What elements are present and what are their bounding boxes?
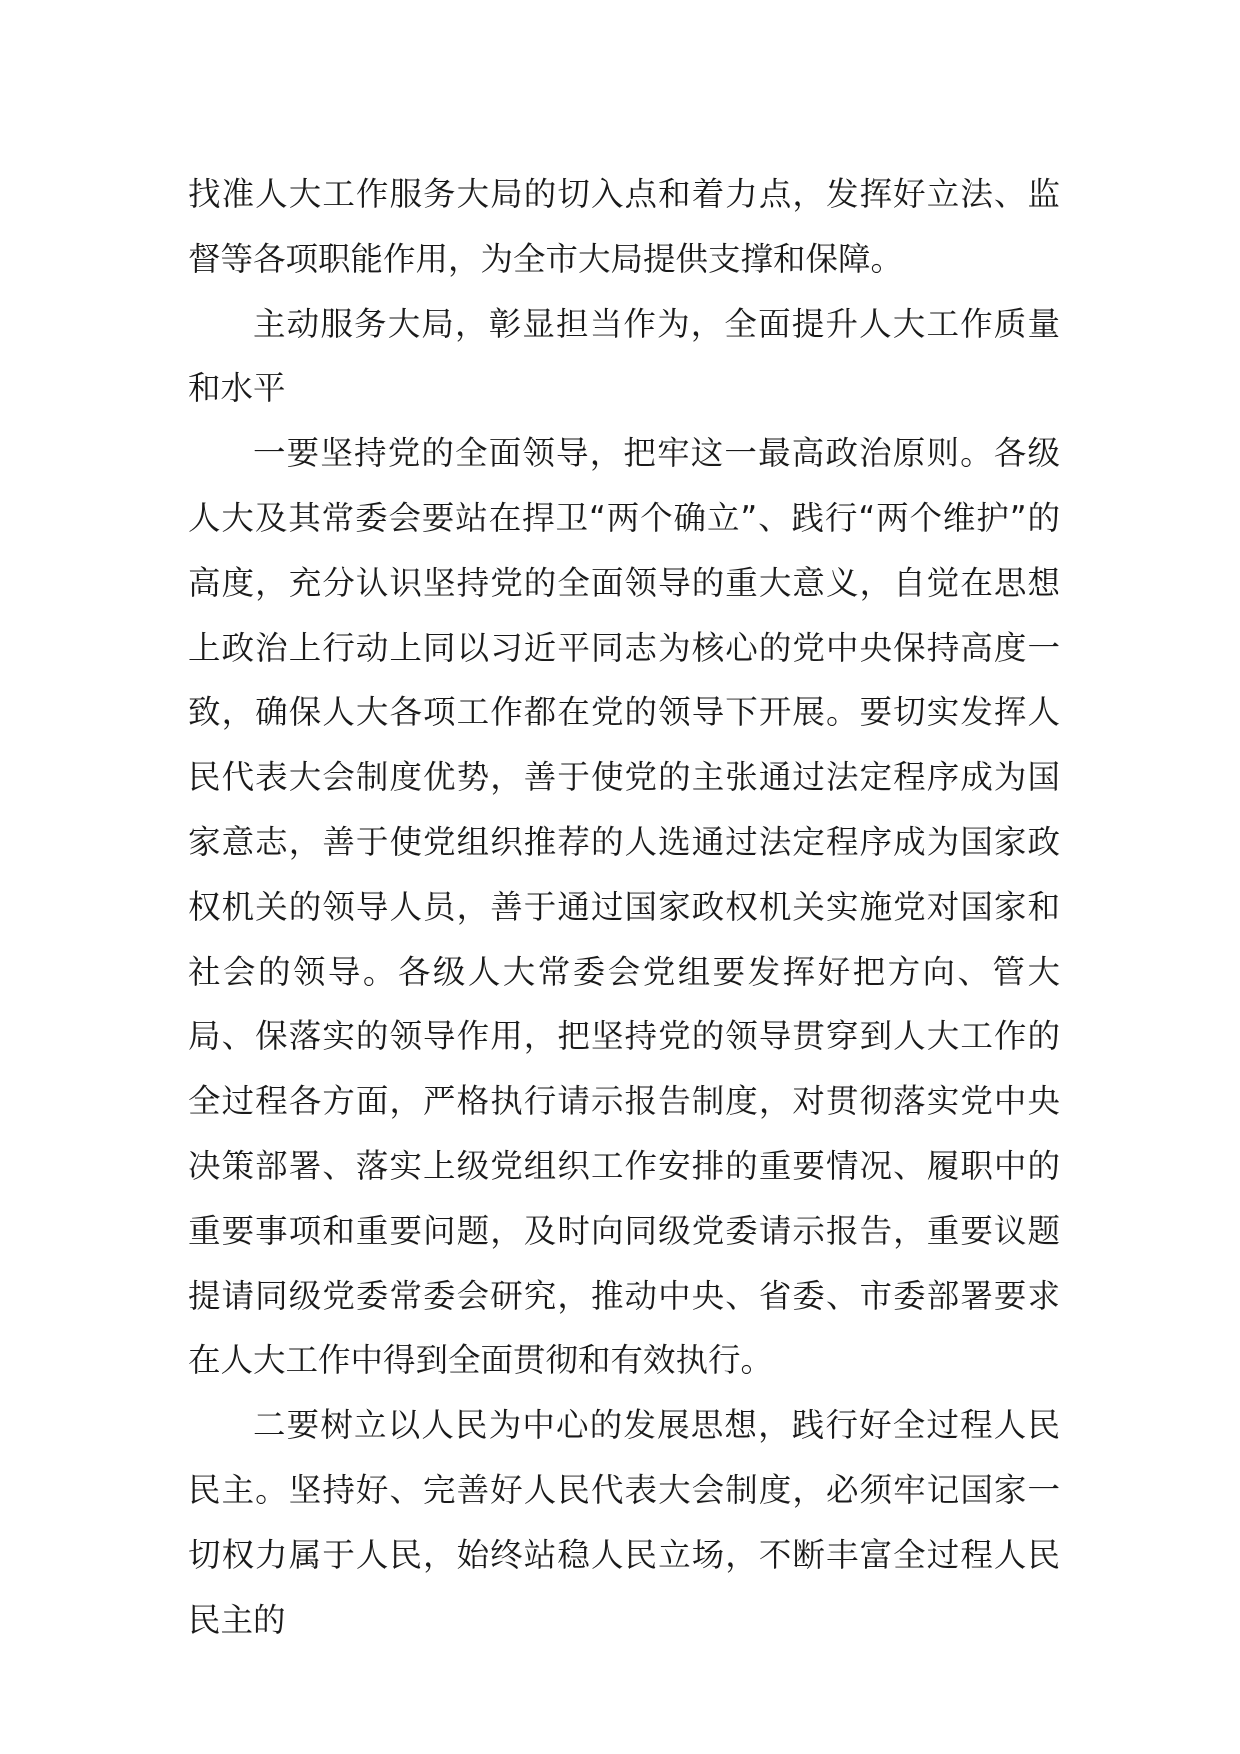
paragraph-second-point: 二要树立以人民为中心的发展思想，践行好全过程人民民主。坚持好、完善好人民代表大会制度，必须牢记国家一切权力属于人民，始终站稳人民立场，不断丰富全过程人民民主的: [188, 1406, 1060, 1639]
document-body: [188, 162, 1060, 1652]
paragraph-continuation: 找准人大工作服务大局的切入点和着力点，发挥好立法、监督等各项职能作用，为全市大局提供支撑和保障。: [188, 175, 1060, 278]
section-heading: 主动服务大局，彰显担当作为，全面提升人大工作质量和水平: [188, 304, 1060, 408]
paragraph-first-point: 一要坚持党的全面领导，把牢这一最高政治原则。各级人大及其常委会要站在捍卫“两个确立”、践行“两个维护”的高度，充分认识坚持党的全面领导的重大意义，自觉在思想上政治上行动上同以习近平同志为核心的党中央保持高度一致，确保人大各项工作都在党的领导下开展。要切实发挥人民代表大会制度优势，善于使党的主张通过法定程序成为国家意志，善于使党组织推荐的人选通过法定程序成为国家政权机关的领导人员，善于通过国家政权机关实施党对国家和社会的领导。各级人大常委会党组要发挥好把方向、管大局、保落实的领导作用，把坚持党的领导贯穿到人大工作的全过程各方面，严格执行请示报告制度，对贯彻落实党中央决策部署、落实上级党组织工作安排的重要情况、履职中的重要事项和重要问题，及时向同级党委请示报告，重要议题提请同级党委常委会研究，推动中央、省委、市委部署要求在人大工作中得到全面贯彻和有效执行。: [188, 434, 1060, 1380]
